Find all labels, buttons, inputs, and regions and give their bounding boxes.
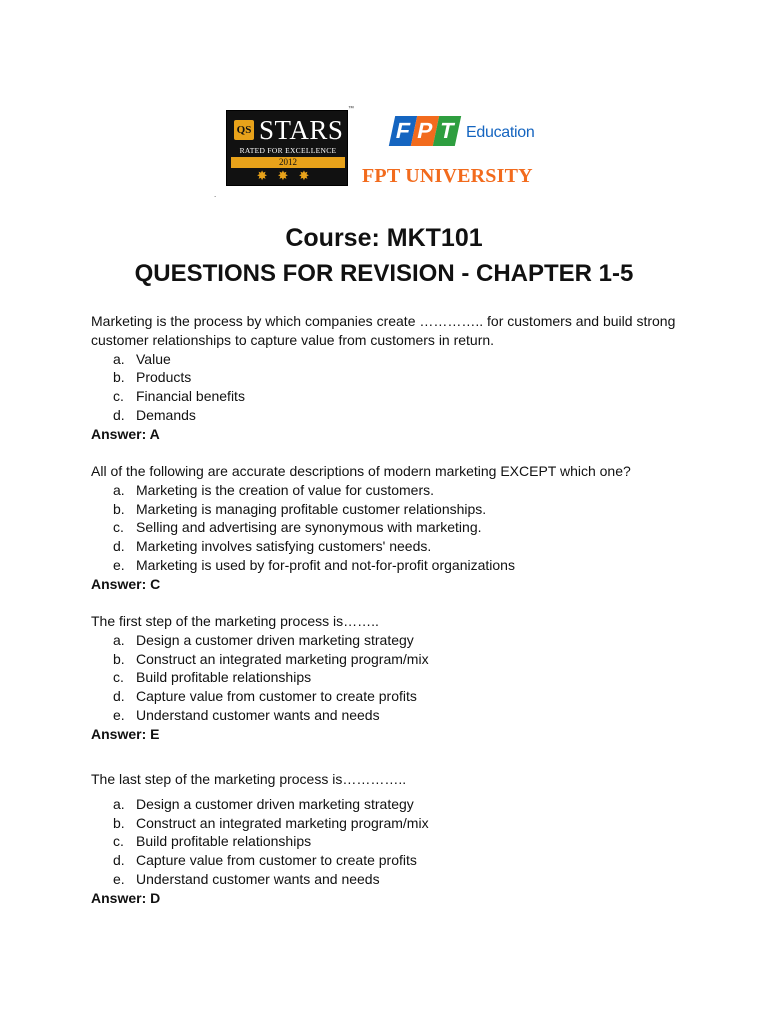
stray-dot: .	[214, 190, 217, 199]
question-3	[91, 612, 691, 744]
question-stem: The last step of the marketing process is…………..	[91, 771, 407, 787]
answer-label: Answer: E	[91, 725, 160, 742]
question-stem: All of the following are accurate descriptions of modern marketing EXCEPT which one?	[91, 463, 631, 479]
qs-year: 2012	[231, 157, 345, 168]
option-text: Capture value from customer to create profits	[136, 852, 417, 869]
revision-title: QUESTIONS FOR REVISION - CHAPTER 1-5	[134, 260, 634, 287]
option-list	[91, 795, 691, 889]
option-text: Demands	[136, 406, 196, 423]
option-letter: c.	[113, 388, 124, 405]
qs-box-logo: QS	[234, 120, 254, 140]
option-text: Build profitable relationships	[136, 833, 312, 850]
fpt-letter-f: F	[389, 116, 417, 146]
option-item	[91, 556, 691, 575]
qs-stars-logo	[226, 110, 348, 186]
option-letter: c.	[113, 669, 124, 686]
option-text: Understand customer wants and needs	[136, 870, 380, 887]
option-text: Build profitable relationships	[136, 669, 312, 686]
option-letter: e.	[113, 556, 125, 573]
fpt-education-text: Education	[466, 124, 535, 141]
option-letter: b.	[113, 650, 125, 667]
option-text: Products	[136, 369, 192, 386]
option-text: Marketing is managing profitable customer relationships.	[136, 500, 487, 517]
option-text: Construct an integrated marketing program/mix	[136, 814, 429, 831]
option-text: Capture value from customer to create profits	[136, 688, 417, 705]
option-item	[91, 814, 691, 833]
option-item	[91, 481, 691, 500]
option-item	[91, 537, 691, 556]
option-letter: a.	[113, 631, 125, 648]
option-letter: c.	[113, 833, 124, 850]
option-text: Selling and advertising are synonymous with marketing.	[136, 519, 482, 536]
question-4	[91, 770, 691, 908]
answer-label: Answer: A	[91, 425, 160, 442]
qs-stars-word: STARS	[259, 115, 344, 145]
option-list	[91, 631, 691, 725]
fpt-letter-p: P	[411, 116, 439, 146]
question-2	[91, 462, 691, 594]
option-letter: b.	[113, 500, 125, 517]
fpt-university-text: FPT UNIVERSITY	[362, 165, 533, 187]
option-item	[91, 795, 691, 814]
option-list	[91, 350, 691, 425]
answer-label: Answer: D	[91, 889, 161, 906]
option-text: Understand customer wants and needs	[136, 706, 380, 723]
option-text: Marketing is used by for-profit and not-for-profit organizations	[136, 556, 515, 573]
question-stem: Marketing is the process by which companies create ………….. for customers and build strong customer relationships to capture value from customers in return.	[91, 313, 676, 348]
option-item	[91, 350, 691, 369]
option-letter: d.	[113, 538, 125, 555]
fpt-logo	[390, 116, 460, 150]
question-stem: The first step of the marketing process is……..	[91, 613, 379, 629]
option-letter: a.	[113, 795, 125, 812]
qs-rated-text: RATED FOR EXCELLENCE	[239, 146, 337, 155]
option-letter: b.	[113, 369, 125, 386]
option-item	[91, 406, 691, 425]
question-1	[91, 312, 691, 444]
option-item	[91, 500, 691, 519]
option-item	[91, 368, 691, 387]
option-text: Design a customer driven marketing strategy	[136, 795, 414, 812]
option-item	[91, 706, 691, 725]
option-letter: d.	[113, 406, 125, 423]
option-text: Marketing involves satisfying customers' needs.	[136, 538, 432, 555]
option-item	[91, 518, 691, 537]
option-letter: d.	[113, 688, 125, 705]
option-letter: d.	[113, 852, 125, 869]
option-item	[91, 631, 691, 650]
answer-label: Answer: C	[91, 575, 161, 592]
option-list	[91, 481, 691, 575]
option-item	[91, 851, 691, 870]
option-item	[91, 668, 691, 687]
option-text: Construct an integrated marketing program/mix	[136, 650, 429, 667]
qs-trademark: ™	[348, 106, 354, 112]
qs-stars-header	[231, 115, 345, 145]
option-item	[91, 870, 691, 889]
option-text: Marketing is the creation of value for customers.	[136, 481, 435, 498]
option-item	[91, 687, 691, 706]
option-text: Financial benefits	[136, 388, 245, 405]
course-title: Course: MKT101	[285, 224, 483, 252]
option-item	[91, 650, 691, 669]
option-letter: c.	[113, 519, 124, 536]
option-text: Design a customer driven marketing strategy	[136, 631, 414, 648]
option-letter: b.	[113, 814, 125, 831]
option-item	[91, 832, 691, 851]
qs-star-icons: ✸✸✸	[256, 168, 320, 183]
option-item	[91, 387, 691, 406]
fpt-letter-t: T	[433, 116, 461, 146]
option-text: Value	[136, 350, 171, 367]
option-letter: a.	[113, 481, 125, 498]
option-letter: e.	[113, 870, 125, 887]
option-letter: a.	[113, 350, 125, 367]
option-letter: e.	[113, 706, 125, 723]
